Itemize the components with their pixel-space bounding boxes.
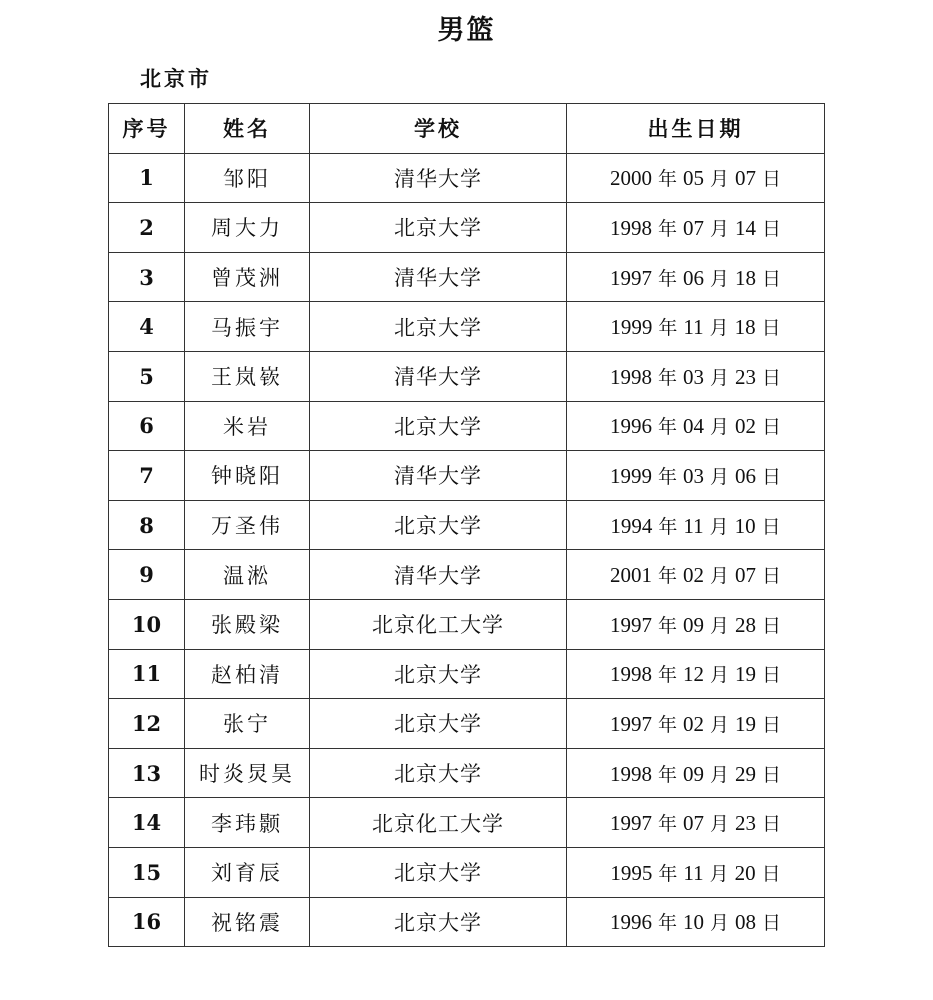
school-name: 北京化工大学 <box>310 599 567 649</box>
month-unit: 月 <box>709 713 729 736</box>
school-name: 北京大学 <box>310 401 567 451</box>
player-name: 李玮颢 <box>185 798 310 848</box>
birth-day: 20 <box>734 860 756 885</box>
table-row <box>109 203 825 253</box>
row-number: 6 <box>109 401 185 451</box>
month-unit: 月 <box>709 565 729 588</box>
year-unit: 年 <box>657 614 677 637</box>
birth-month: 11 <box>683 315 704 340</box>
birth-year: 2001 <box>609 563 652 588</box>
row-number: 9 <box>109 550 185 600</box>
month-unit: 月 <box>709 217 729 240</box>
birth-month: 03 <box>682 463 704 488</box>
birth-day: 18 <box>734 315 756 340</box>
row-number: 3 <box>109 252 185 302</box>
player-name: 周大力 <box>185 203 310 253</box>
row-number: 2 <box>109 203 185 253</box>
row-number: 13 <box>109 748 185 798</box>
birth-year: 1999 <box>609 463 652 488</box>
header-birthdate: 出生日期 <box>567 104 825 154</box>
header-school: 学校 <box>310 104 567 154</box>
birth-month: 10 <box>682 910 704 935</box>
month-unit: 月 <box>709 912 729 935</box>
row-number: 5 <box>109 351 185 401</box>
month-unit: 月 <box>709 813 729 836</box>
player-name: 张殿梁 <box>185 599 310 649</box>
birth-year: 1998 <box>609 761 652 786</box>
day-unit: 日 <box>762 465 782 488</box>
player-name: 马振宇 <box>185 302 310 352</box>
row-number: 1 <box>109 153 185 203</box>
school-name: 清华大学 <box>310 451 567 501</box>
row-number: 4 <box>109 302 185 352</box>
day-unit: 日 <box>761 317 781 340</box>
birth-date <box>567 847 825 897</box>
player-name: 温淞 <box>185 550 310 600</box>
birth-day: 06 <box>735 463 756 488</box>
birth-month: 12 <box>682 662 704 687</box>
birth-date <box>567 599 825 649</box>
row-number: 16 <box>109 897 185 947</box>
year-unit: 年 <box>657 664 677 687</box>
document-title: 男篮 <box>437 15 496 46</box>
year-unit: 年 <box>658 317 678 340</box>
year-unit: 年 <box>657 713 677 736</box>
table-row <box>109 798 825 848</box>
table-row <box>109 599 825 649</box>
birth-date <box>567 252 825 302</box>
year-unit: 年 <box>657 565 677 588</box>
row-number: 7 <box>109 451 185 501</box>
year-unit: 年 <box>657 416 677 439</box>
region-heading: 北京市 <box>140 66 212 91</box>
birth-day: 10 <box>734 513 756 538</box>
birth-day: 02 <box>735 414 756 439</box>
birth-month: 09 <box>682 612 704 637</box>
header-name: 姓名 <box>185 104 310 154</box>
birth-date <box>567 550 825 600</box>
table-row <box>109 401 825 451</box>
header-number: 序号 <box>109 104 185 154</box>
table-row <box>109 302 825 352</box>
birth-month: 05 <box>682 166 704 191</box>
birth-day: 29 <box>735 761 756 786</box>
birth-year: 1997 <box>609 711 652 736</box>
birth-date <box>567 401 825 451</box>
table-row <box>109 351 825 401</box>
day-unit: 日 <box>762 713 782 736</box>
birth-date <box>567 649 825 699</box>
day-unit: 日 <box>762 416 782 439</box>
table-row <box>109 153 825 203</box>
row-number: 12 <box>109 699 185 749</box>
birth-date <box>567 451 825 501</box>
birth-year: 1998 <box>609 364 652 389</box>
day-unit: 日 <box>762 565 782 588</box>
month-unit: 月 <box>709 862 729 885</box>
birth-year: 1998 <box>609 215 652 240</box>
table-row <box>109 649 825 699</box>
day-unit: 日 <box>762 366 782 389</box>
birth-year: 1997 <box>609 265 652 290</box>
birth-month: 11 <box>683 513 704 538</box>
day-unit: 日 <box>762 813 782 836</box>
row-number: 8 <box>109 500 185 550</box>
birth-year: 1997 <box>609 612 652 637</box>
school-name: 北京大学 <box>310 302 567 352</box>
birth-month: 02 <box>682 711 704 736</box>
birth-day: 23 <box>735 811 756 836</box>
table-row <box>109 699 825 749</box>
birth-month: 07 <box>682 811 704 836</box>
birth-date <box>567 153 825 203</box>
birth-day: 08 <box>735 910 756 935</box>
table-row <box>109 500 825 550</box>
year-unit: 年 <box>657 267 677 290</box>
player-name: 祝铭震 <box>185 897 310 947</box>
birth-day: 28 <box>735 612 756 637</box>
month-unit: 月 <box>709 664 729 687</box>
player-name: 邹阳 <box>185 153 310 203</box>
birth-year: 1998 <box>609 662 652 687</box>
day-unit: 日 <box>762 168 782 191</box>
month-unit: 月 <box>709 763 729 786</box>
table-row <box>109 748 825 798</box>
year-unit: 年 <box>657 168 677 191</box>
birth-day: 07 <box>735 166 756 191</box>
day-unit: 日 <box>762 267 782 290</box>
birth-date <box>567 500 825 550</box>
birth-day: 07 <box>735 563 756 588</box>
player-name: 曾茂洲 <box>185 252 310 302</box>
year-unit: 年 <box>657 217 677 240</box>
birth-date <box>567 302 825 352</box>
school-name: 清华大学 <box>310 252 567 302</box>
player-name: 万圣伟 <box>185 500 310 550</box>
birth-year: 1996 <box>609 910 652 935</box>
month-unit: 月 <box>709 465 729 488</box>
table-row <box>109 451 825 501</box>
birth-day: 19 <box>735 711 756 736</box>
school-name: 清华大学 <box>310 351 567 401</box>
player-name: 王岚嵚 <box>185 351 310 401</box>
school-name: 清华大学 <box>310 550 567 600</box>
school-name: 北京大学 <box>310 847 567 897</box>
birth-month: 11 <box>683 860 704 885</box>
school-name: 北京大学 <box>310 500 567 550</box>
month-unit: 月 <box>709 168 729 191</box>
day-unit: 日 <box>762 912 782 935</box>
birth-year: 1995 <box>610 860 653 885</box>
birth-date <box>567 897 825 947</box>
birth-month: 07 <box>682 215 704 240</box>
player-name: 米岩 <box>185 401 310 451</box>
month-unit: 月 <box>709 614 729 637</box>
birth-day: 18 <box>735 265 756 290</box>
birth-month: 03 <box>682 364 704 389</box>
day-unit: 日 <box>762 763 782 786</box>
year-unit: 年 <box>657 912 677 935</box>
day-unit: 日 <box>762 217 782 240</box>
year-unit: 年 <box>657 813 677 836</box>
player-name: 钟晓阳 <box>185 451 310 501</box>
birth-date <box>567 798 825 848</box>
day-unit: 日 <box>762 664 782 687</box>
day-unit: 日 <box>761 515 781 538</box>
year-unit: 年 <box>658 515 678 538</box>
year-unit: 年 <box>657 465 677 488</box>
birth-year: 2000 <box>609 166 652 191</box>
birth-year: 1999 <box>610 315 653 340</box>
birth-day: 19 <box>735 662 756 687</box>
birth-month: 04 <box>682 414 704 439</box>
row-number: 11 <box>109 649 185 699</box>
birth-date <box>567 203 825 253</box>
year-unit: 年 <box>657 763 677 786</box>
birth-month: 02 <box>682 563 704 588</box>
school-name: 北京大学 <box>310 203 567 253</box>
day-unit: 日 <box>762 614 782 637</box>
table-row <box>109 847 825 897</box>
school-name: 北京大学 <box>310 897 567 947</box>
row-number: 10 <box>109 599 185 649</box>
roster-body <box>109 153 825 947</box>
birth-year: 1997 <box>609 811 652 836</box>
year-unit: 年 <box>658 862 678 885</box>
school-name: 清华大学 <box>310 153 567 203</box>
player-name: 赵柏清 <box>185 649 310 699</box>
table-header-row <box>109 104 825 154</box>
birth-day: 14 <box>735 215 756 240</box>
birth-month: 09 <box>682 761 704 786</box>
player-name: 时炎炅昊 <box>185 748 310 798</box>
month-unit: 月 <box>709 267 729 290</box>
school-name: 北京大学 <box>310 748 567 798</box>
day-unit: 日 <box>761 862 781 885</box>
table-row <box>109 252 825 302</box>
birth-date <box>567 699 825 749</box>
roster-table <box>108 103 825 947</box>
birth-date <box>567 748 825 798</box>
birth-date <box>567 351 825 401</box>
year-unit: 年 <box>657 366 677 389</box>
month-unit: 月 <box>709 366 729 389</box>
row-number: 15 <box>109 847 185 897</box>
birth-year: 1996 <box>609 414 652 439</box>
month-unit: 月 <box>709 416 729 439</box>
school-name: 北京化工大学 <box>310 798 567 848</box>
table-row <box>109 897 825 947</box>
player-name: 张宁 <box>185 699 310 749</box>
birth-month: 06 <box>682 265 704 290</box>
school-name: 北京大学 <box>310 699 567 749</box>
player-name: 刘育辰 <box>185 847 310 897</box>
birth-day: 23 <box>735 364 756 389</box>
school-name: 北京大学 <box>310 649 567 699</box>
birth-year: 1994 <box>610 513 653 538</box>
table-row <box>109 550 825 600</box>
month-unit: 月 <box>709 317 729 340</box>
month-unit: 月 <box>709 515 729 538</box>
row-number: 14 <box>109 798 185 848</box>
